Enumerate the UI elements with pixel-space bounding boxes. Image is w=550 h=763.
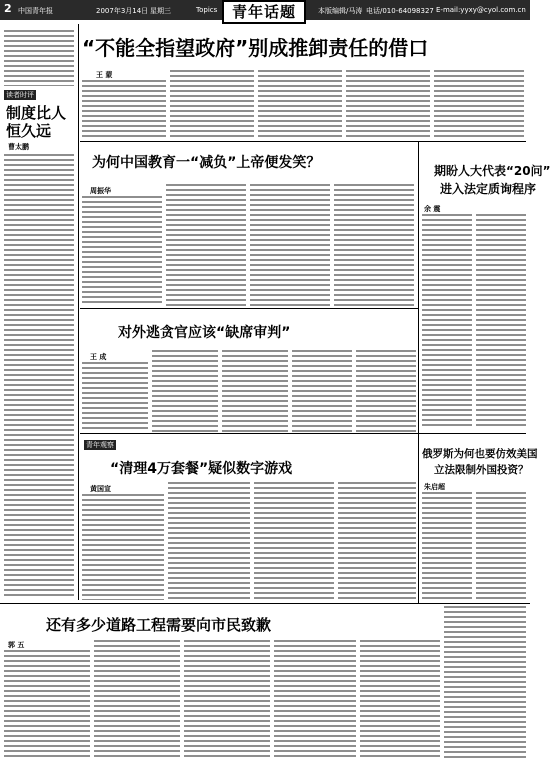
meals-body-col2	[168, 482, 250, 600]
education-body-col3	[250, 184, 330, 306]
education-body-col4	[334, 184, 414, 306]
russia-body-col2	[476, 492, 526, 600]
issue-weekday: 星期三	[150, 7, 171, 15]
education-body-col2	[166, 184, 246, 306]
roads-byline: 郭 五	[8, 641, 25, 649]
npc-body-col1	[422, 214, 472, 428]
phone-credit: 电话/010-64098327	[366, 7, 434, 15]
roads-body-col2	[94, 640, 180, 758]
roads-body-col5	[360, 640, 440, 758]
left-column-headline-2: 恒久远	[6, 122, 52, 140]
left-column-body	[4, 154, 74, 598]
left-column-headline: 制度比人	[6, 104, 67, 122]
meals-byline: 黄国宣	[90, 485, 111, 493]
issue-date: 2007年3月14日	[96, 7, 149, 15]
roads-body-col3	[184, 640, 270, 758]
left-column-byline: 曹太鹏	[8, 143, 29, 151]
roads-body-col4	[274, 640, 356, 758]
corrupt-headline: 对外逃贪官应该“缺席审判”	[118, 325, 291, 341]
roads-body-col1	[4, 650, 90, 758]
russia-byline: 朱启超	[424, 483, 445, 491]
npc-body-col2	[476, 214, 526, 428]
section-rule	[0, 603, 530, 604]
left-column-tag: 读者时评	[6, 91, 34, 99]
education-body-col1	[82, 196, 162, 306]
column-rule	[78, 24, 79, 600]
lead-body-col5	[434, 70, 524, 138]
lead-body-col3	[258, 70, 342, 138]
education-headline: 为何中国教育一“减负”上帝便发笑？	[92, 155, 321, 171]
corrupt-byline: 王 成	[90, 353, 107, 361]
npc-byline: 余 震	[424, 205, 441, 213]
editor-credit: 本版编辑/马涛	[318, 7, 363, 15]
npc-headline: 期盼人大代表“20问”	[434, 164, 550, 178]
meals-headline: “清理4万套餐”疑似数字游戏	[110, 461, 293, 477]
section-rule	[80, 433, 526, 434]
npc-headline-2: 进入法定质询程序	[440, 182, 537, 196]
meals-tag: 青年观察	[86, 441, 114, 449]
meals-body-col1	[82, 494, 164, 600]
corrupt-body-col1	[82, 362, 148, 432]
lead-byline: 王 蒙	[96, 71, 113, 79]
section-rule	[80, 308, 418, 309]
section-rule	[80, 141, 526, 142]
lead-headline: “不能全指望政府”别成推卸责任的借口	[82, 36, 429, 60]
education-byline: 周振华	[90, 187, 111, 195]
lead-body-col4	[346, 70, 430, 138]
russia-headline-2: 立法限制外国投资？	[434, 464, 529, 476]
corrupt-body-col3	[222, 350, 288, 432]
lead-body-col1	[82, 80, 166, 138]
lead-body-col2	[170, 70, 254, 138]
russia-body-col1	[422, 492, 472, 600]
roads-headline: 还有多少道路工程需要向市民致歉	[46, 616, 272, 634]
corrupt-body-col2	[152, 350, 218, 432]
corrupt-body-col4	[292, 350, 352, 432]
russia-headline: 俄罗斯为何也要仿效美国	[422, 448, 538, 460]
column-rule	[418, 433, 419, 603]
left-intro-text	[4, 30, 74, 86]
column-rule	[418, 141, 419, 433]
masthead-logo: 中国青年报	[18, 7, 53, 15]
meals-body-col3	[254, 482, 334, 600]
roads-body-col6	[444, 606, 526, 758]
page-number: 2	[4, 2, 12, 15]
email-credit: E-mail:yyxy@cyol.com.cn	[436, 6, 526, 14]
meals-body-col4	[338, 482, 416, 600]
section-label: Topics	[196, 6, 218, 14]
corrupt-body-col5	[356, 350, 416, 432]
section-banner: 青年话题	[222, 0, 306, 24]
